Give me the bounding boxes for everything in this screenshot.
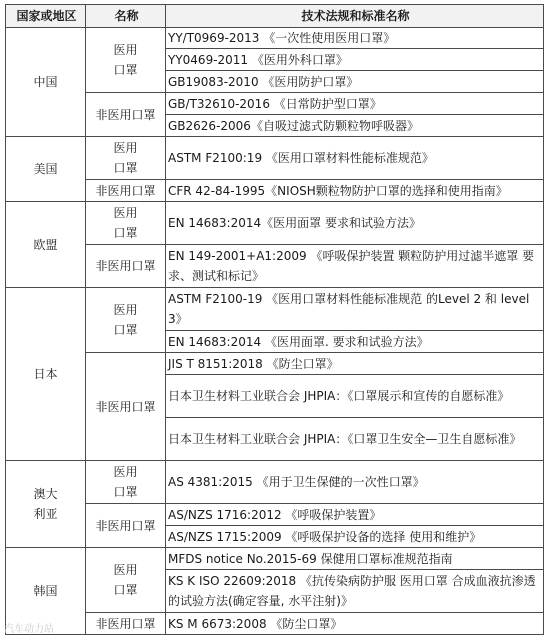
table-row	[6, 202, 544, 245]
standard-cell: AS 4381:2015 《用于卫生保健的一次性口罩》	[166, 461, 544, 504]
standard-cell: 日本卫生材料工业联合会 JHPIA：《口罩卫生安全—卫生自愿标准》	[166, 418, 544, 461]
standard-cell: EN 14683:2014 《医用面罩. 要求和试验方法》	[166, 331, 544, 353]
standard-cell: EN 14683:2014《医用面罩 要求和试验方法》	[166, 202, 544, 245]
standard-cell: ASTM F2100:19 《医用口罩材料性能标准规范》	[166, 137, 544, 180]
category-non-medical: 非医用口罩	[86, 180, 166, 202]
category-medical: 医用 口罩	[86, 461, 166, 504]
standard-cell: GB19083-2010 《医用防护口罩》	[166, 71, 544, 93]
standard-cell: AS/NZS 1715:2009 《呼吸保护设备的选择 使用和维护》	[166, 526, 544, 548]
standards-table	[5, 4, 544, 635]
category-medical: 医用 口罩	[86, 202, 166, 245]
country-japan: 日本	[6, 288, 86, 461]
category-medical: 医用 口罩	[86, 137, 166, 180]
header-standard: 技术法规和标准名称	[166, 5, 544, 28]
standard-cell: YY0469-2011 《医用外科口罩》	[166, 49, 544, 71]
standard-cell: GB/T32610-2016 《日常防护型口罩》	[166, 93, 544, 115]
table-row	[6, 461, 544, 504]
category-medical: 医用 口罩	[86, 548, 166, 613]
standard-cell: MFDS notice No.2015-69 保健用口罩标准规范指南	[166, 548, 544, 570]
standard-cell: KS K ISO 22609:2018 《抗传染病防护服 医用口罩 合成血液抗渗透的试验方法(确定容量, 水平注射)》	[166, 570, 544, 613]
category-medical: 医用 口罩	[86, 28, 166, 93]
country-usa: 美国	[6, 137, 86, 202]
standard-cell: 日本卫生材料工业联合会 JHPIA：《口罩展示和宣传的自愿标准》	[166, 375, 544, 418]
country-china: 中国	[6, 28, 86, 137]
category-non-medical: 非医用口罩	[86, 353, 166, 461]
standard-cell: JIS T 8151:2018 《防尘口罩》	[166, 353, 544, 375]
category-non-medical: 非医用口罩	[86, 613, 166, 635]
country-eu: 欧盟	[6, 202, 86, 288]
standard-cell: YY/T0969-2013 《一次性使用医用口罩》	[166, 28, 544, 49]
table-row	[6, 504, 544, 526]
standard-cell: CFR 42-84-1995《NIOSH颗粒物防护口罩的选择和使用指南》	[166, 180, 544, 202]
category-non-medical: 非医用口罩	[86, 93, 166, 137]
table-row	[6, 548, 544, 570]
standard-cell: AS/NZS 1716:2012 《呼吸保护装置》	[166, 504, 544, 526]
table-row	[6, 93, 544, 115]
standard-cell: KS M 6673:2008 《防尘口罩》	[166, 613, 544, 635]
table-row	[6, 353, 544, 375]
country-korea: 韩国	[6, 548, 86, 635]
standard-cell: EN 149-2001+A1:2009 《呼吸保护装置 颗粒防护用过滤半遮罩 要求、测试和标记》	[166, 245, 544, 288]
category-medical: 医用 口罩	[86, 288, 166, 353]
watermark: 汽车动力站	[4, 624, 54, 635]
table-row	[6, 245, 544, 288]
standard-cell: GB2626-2006《自吸过滤式防颗粒物呼吸器》	[166, 115, 544, 137]
category-non-medical: 非医用口罩	[86, 245, 166, 288]
category-non-medical: 非医用口罩	[86, 504, 166, 548]
header-country: 国家或地区	[6, 5, 86, 28]
header-row	[6, 5, 544, 28]
table-row	[6, 28, 544, 49]
country-australia: 澳大 利亚	[6, 461, 86, 548]
table-row	[6, 137, 544, 180]
standard-cell: ASTM F2100-19 《医用口罩材料性能标准规范 的Level 2 和 level 3》	[166, 288, 544, 331]
table-row	[6, 288, 544, 331]
table-row	[6, 613, 544, 635]
table-row	[6, 180, 544, 202]
header-name: 名称	[86, 5, 166, 28]
